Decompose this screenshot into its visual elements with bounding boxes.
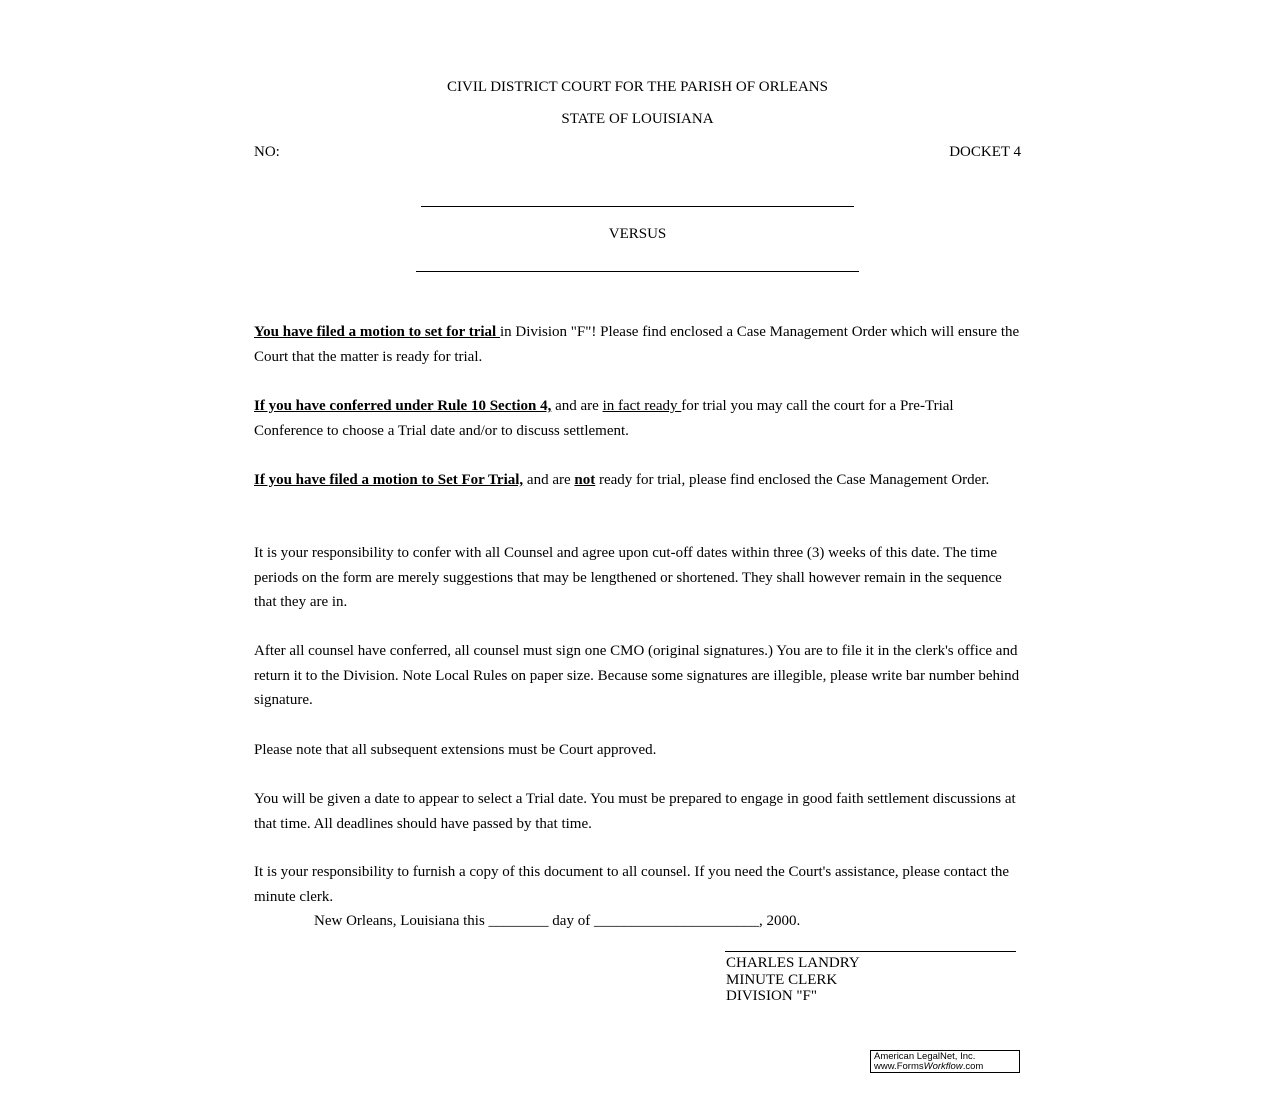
not-ready-emphasis: If you have filed a motion to Set For Trial, [254,472,524,488]
court-title: CIVIL DISTRICT COURT FOR THE PARISH OF ORLEANS [447,79,828,95]
signature-block [726,955,860,1005]
paragraph-conferred [254,394,1024,443]
signature-line [725,951,1016,952]
not-emphasis: not [574,472,596,488]
responsibility-confer-text: It is your responsibility to confer with all Counsel and agree upon cut-off dates within three (3) weeks of this date. The time periods on the form are merely suggestions that may be lengthened or shortened. They shall however remain in the sequence that they are in. [254,545,1002,610]
docket-label: DOCKET 4 [949,144,1021,160]
paragraph-furnish-copy [254,860,1024,909]
not-ready-text: ready for trial, please find enclosed the Case Management Order. [595,472,990,488]
case-number-label: NO: [254,144,280,160]
in-fact-ready: in fact ready [602,398,682,414]
furnish-copy-text: It is your responsibility to furnish a copy of this document to all counsel. If you need the Court's assistance, please contact the minute clerk. [254,864,1010,905]
state-title: STATE OF LOUISIANA [561,111,714,127]
clerk-title: MINUTE CLERK [726,971,838,988]
paragraph-trial-date [254,787,1024,836]
publisher-url-prefix: www.Forms [874,1061,924,1072]
versus-label: VERSUS [608,226,667,242]
date-line: New Orleans, Louisiana this ________ day of ______________________, 2000. [314,913,801,929]
paragraph-filed-motion [254,320,1024,369]
publisher-url-suffix: .com [962,1061,984,1072]
paragraph-not-ready [254,468,1024,493]
filed-motion-text: in Division "F"! Please find enclosed a Case Management Order which will ensure the Court that the matter is ready for trial. [254,324,1020,365]
paragraph-extensions [254,738,1024,763]
paragraph-cmo-signatures [254,639,1024,713]
clerk-division: DIVISION "F" [726,988,817,1004]
not-ready-mid: and are [523,472,575,488]
clerk-name: CHARLES LANDRY [726,955,860,971]
paragraph-responsibility-confer [254,541,1024,615]
publisher-url [874,1062,1016,1072]
publisher-stamp [870,1050,1020,1073]
plaintiff-line [421,206,854,207]
trial-date-text: You will be given a date to appear to select a Trial date. You must be prepared to engage in good faith settlement discussions at that time. All deadlines should have passed by that time. [254,791,1016,832]
filed-motion-emphasis: You have filed a motion to set for trial [254,324,500,340]
cmo-signatures-text: After all counsel have conferred, all counsel must sign one CMO (original signatures.) You are to file it in the clerk's office and return it to the Division. Note Local Rules on paper size. Because some signatures are illegible, please write bar number behind signature. [254,643,1020,708]
defendant-line [416,271,859,272]
conferred-text: for trial you may call the court for a Pre-Trial Conference to choose a Trial date and/or to discuss settlement. [254,398,954,439]
conferred-emphasis: If you have conferred under Rule 10 Section 4, [254,398,552,414]
conferred-mid: and are [551,398,603,414]
extensions-text: Please note that all subsequent extensions must be Court approved. [254,742,657,758]
publisher-name: American LegalNet, Inc. [874,1051,976,1062]
publisher-url-italic: Workflow [923,1061,963,1072]
